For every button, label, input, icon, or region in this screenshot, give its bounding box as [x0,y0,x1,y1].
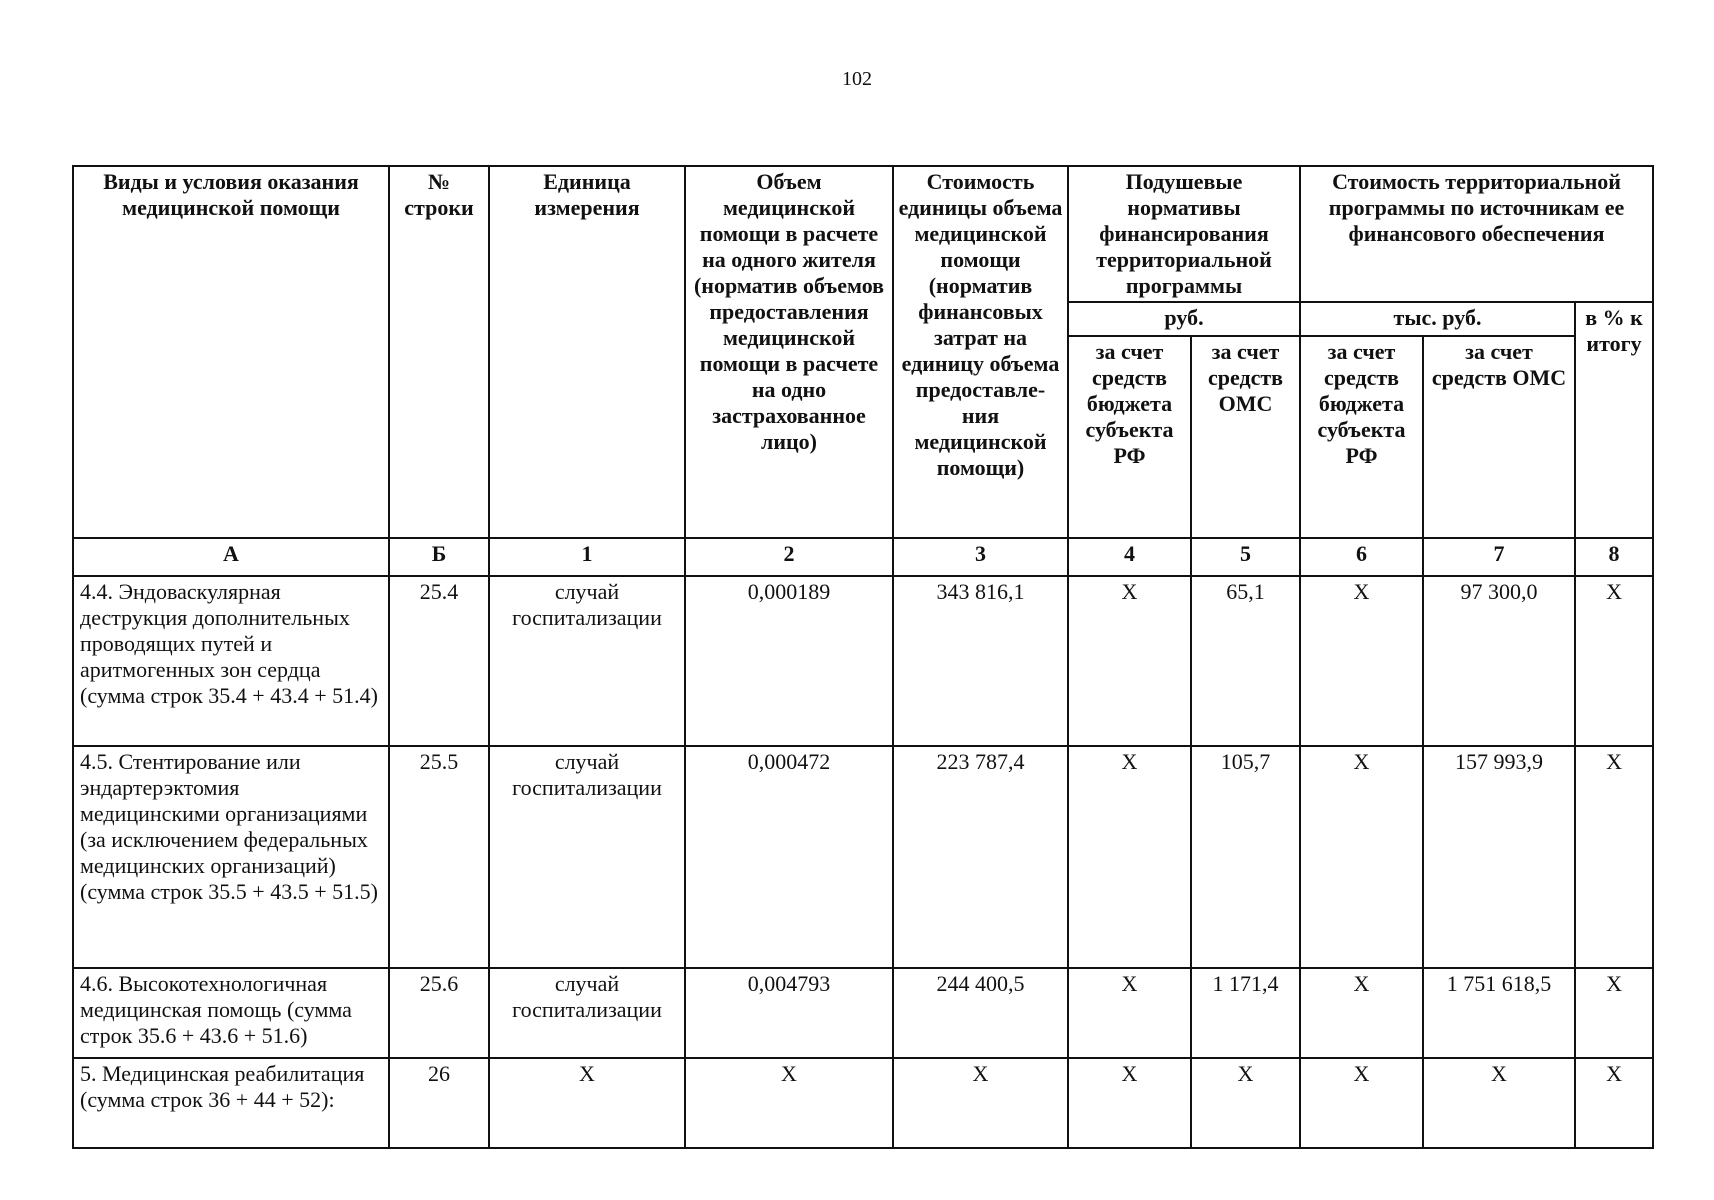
row-cost-budget: Х [1300,576,1423,746]
row-unit-cost: Х [893,1058,1068,1148]
header-group-per-capita: Подушевые нормативы финансирования территориальной программы [1068,166,1300,302]
row-percent: Х [1575,1058,1653,1148]
row-cost-budget: Х [1300,968,1423,1058]
row-unit-cost: 223 787,4 [893,746,1068,968]
column-number: Б [389,538,489,576]
header-col-b: № строки [389,166,489,538]
row-volume: Х [685,1058,893,1148]
row-cost-oms: Х [1423,1058,1575,1148]
table-row [73,746,1653,968]
row-percent: Х [1575,576,1653,746]
row-unit: Х [489,1058,685,1148]
row-line-number: 26 [389,1058,489,1148]
row-line-number: 25.6 [389,968,489,1058]
header-row-1 [73,166,1653,302]
row-unit: случай госпитализации [489,968,685,1058]
column-number: 8 [1575,538,1653,576]
row-pc-oms: 105,7 [1191,746,1300,968]
row-name: 5. Медицинская реабилитация (сумма строк 36 + 44 + 52): [73,1058,389,1148]
header-group-cost: Стоимость территориальной программы по источникам ее финансового обеспечения [1300,166,1653,302]
row-cost-budget: Х [1300,1058,1423,1148]
header-col-a: Виды и условия оказания медицинской помощи [73,166,389,538]
row-volume: 0,004793 [685,968,893,1058]
row-pc-budget: Х [1068,746,1191,968]
header-cost-budget: за счет средств бюджета субъекта РФ [1300,336,1423,538]
header-percent-total: в % к итогу [1575,302,1653,538]
table-row [73,576,1653,746]
row-pc-budget: Х [1068,1058,1191,1148]
header-pc-budget: за счет средств бюджета субъекта РФ [1068,336,1191,538]
row-unit: случай госпитализации [489,576,685,746]
row-name: 4.4. Эндоваскулярная деструкция дополнительных проводящих путей и аритмогенных зон сердца (сумма строк 35.4 + 43.4 + 51.4) [73,576,389,746]
column-number: 4 [1068,538,1191,576]
header-col-2: Объем медицинской помощи в расчете на одного жителя (норматив объемов предоставления медицинской помощи в расчете на одно застрахованное лицо) [685,166,893,538]
row-name: 4.5. Стентирование или эндартерэктомия медицинскими организациями (за исключением федеральных медицинских организаций) (сумма строк 35.5 + 43.5 + 51.5) [73,746,389,968]
row-percent: Х [1575,746,1653,968]
row-pc-oms: Х [1191,1058,1300,1148]
row-unit-cost: 244 400,5 [893,968,1068,1058]
row-cost-oms: 97 300,0 [1423,576,1575,746]
row-unit-cost: 343 816,1 [893,576,1068,746]
column-number: 5 [1191,538,1300,576]
column-number-row [73,538,1653,576]
header-pc-oms: за счет средств ОМС [1191,336,1300,538]
row-percent: Х [1575,968,1653,1058]
row-cost-budget: Х [1300,746,1423,968]
column-number: А [73,538,389,576]
table-row [73,968,1653,1058]
column-number: 3 [893,538,1068,576]
header-col-3: Стоимость единицы объема медицинской помощи (норматив финансовых затрат на единицу объема предоставле-ния медицинской помощи) [893,166,1068,538]
header-col-1: Единица измерения [489,166,685,538]
table-row [73,1058,1653,1148]
row-volume: 0,000472 [685,746,893,968]
page-number: 102 [842,68,872,90]
financing-table [72,165,1654,1149]
row-pc-oms: 65,1 [1191,576,1300,746]
column-number: 7 [1423,538,1575,576]
header-unit-thousand-rub: тыс. руб. [1300,302,1575,336]
row-cost-oms: 1 751 618,5 [1423,968,1575,1058]
header-unit-rub: руб. [1068,302,1300,336]
header-cost-oms: за счет средств ОМС [1423,336,1575,538]
row-name: 4.6. Высокотехнологичная медицинская помощь (сумма строк 35.6 + 43.6 + 51.6) [73,968,389,1058]
row-line-number: 25.4 [389,576,489,746]
row-line-number: 25.5 [389,746,489,968]
row-cost-oms: 157 993,9 [1423,746,1575,968]
column-number: 2 [685,538,893,576]
row-volume: 0,000189 [685,576,893,746]
row-pc-budget: Х [1068,576,1191,746]
row-unit: случай госпитализации [489,746,685,968]
row-pc-budget: Х [1068,968,1191,1058]
row-pc-oms: 1 171,4 [1191,968,1300,1058]
column-number: 1 [489,538,685,576]
column-number: 6 [1300,538,1423,576]
